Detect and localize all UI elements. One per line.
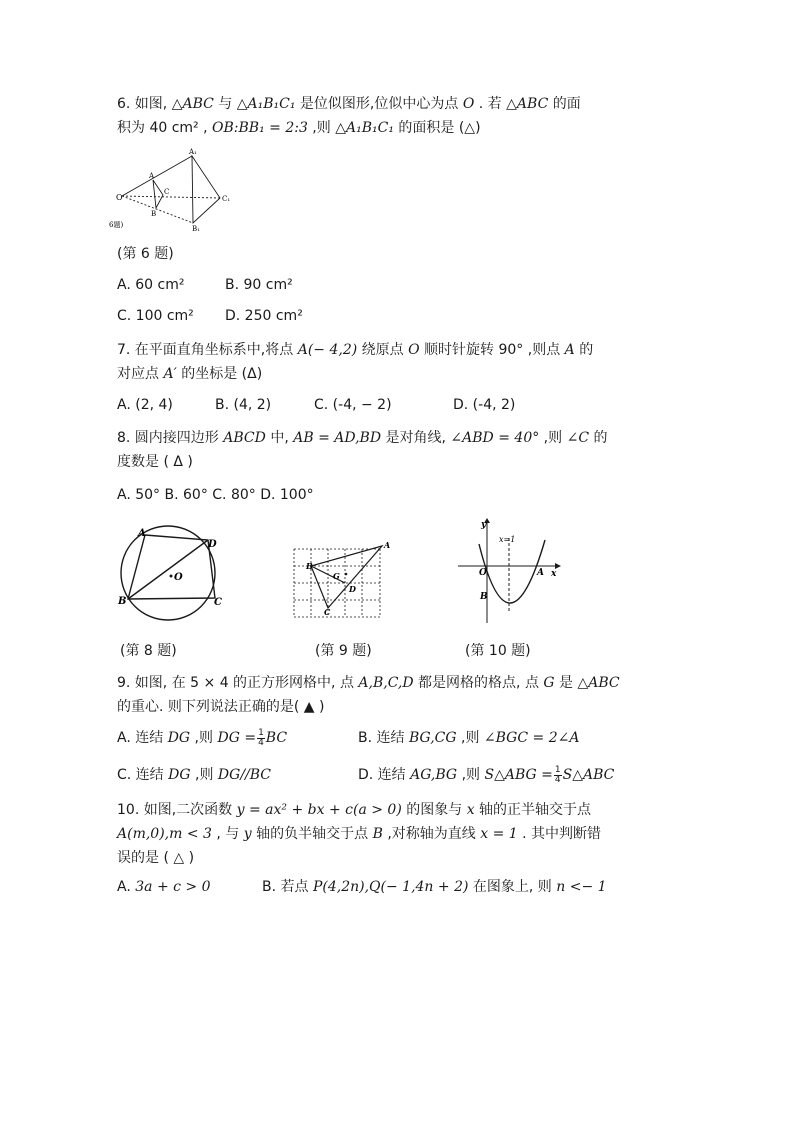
q10-text: . 其中判断错 — [517, 826, 602, 842]
math: DG — [168, 767, 191, 783]
fig8-label-b: B — [118, 596, 127, 607]
q7-text: 的坐标是 (Δ) — [176, 366, 263, 382]
grid-points: A,B,C,D — [358, 675, 414, 691]
fig10-label-x1: x=1 — [499, 535, 516, 544]
q8-text: 8. 圆内接四边形 — [117, 430, 224, 446]
numerator: 1 — [554, 764, 561, 775]
fig6-ray-oc — [122, 196, 220, 198]
q9-text: ,则 — [456, 730, 484, 746]
q10-text: , 与 — [211, 826, 244, 842]
q10-text: 轴的负半轴交于点 — [251, 826, 373, 842]
numerator: 1 — [258, 727, 264, 738]
angle-c: ∠C — [566, 430, 590, 446]
fig6-ray-oa — [122, 156, 192, 196]
q9-stem-line2: 的重心. 则下列说法正确的是( ▲ ) — [117, 699, 325, 715]
point-o: O — [462, 96, 475, 112]
fig9-caption: (第 9 题) — [315, 643, 372, 659]
q8-text: 中, — [265, 430, 294, 446]
fig6-margin-label: 6题) — [109, 221, 124, 229]
math: S△ABG = — [484, 767, 553, 783]
fig9-label-g: G — [333, 571, 340, 581]
q10-stem-line2 — [117, 824, 601, 844]
q9-text: ,则 — [190, 767, 218, 783]
quad-abcd: ABCD — [223, 430, 266, 446]
q9-option-d — [358, 765, 614, 785]
q9-text: C. 连结 — [117, 767, 169, 783]
fig8-label-a: A — [138, 528, 146, 539]
denominator: 4 — [258, 737, 264, 748]
q8-stem-line1 — [117, 428, 608, 448]
var-x: x — [466, 802, 475, 818]
fig6-label-c: C — [164, 188, 170, 196]
q10-text: 在图象上, 则 — [468, 879, 557, 895]
q9-text: ,则 — [457, 767, 485, 783]
ratio: OB:BB₁ = 2:3 — [212, 120, 308, 136]
fig9-label-a: A — [384, 540, 391, 550]
triangle-abc: ABC — [588, 675, 620, 691]
q7-stem-line2 — [117, 364, 262, 384]
q7-text: 的 — [574, 342, 594, 358]
denominator: 4 — [554, 774, 561, 785]
fig8-label-o: O — [174, 572, 183, 583]
triangle-abc: ABC — [516, 96, 549, 112]
figure-6 — [109, 148, 242, 233]
q8-text: ,则 — [539, 430, 567, 446]
fig9-segment-bd — [311, 566, 345, 583]
fig10-label-o: O — [479, 568, 487, 578]
point-b: B — [372, 826, 383, 842]
q10-text: B. 若点 — [262, 879, 313, 895]
math: DG = — [217, 730, 257, 746]
condition: AB = AD,BD — [293, 430, 382, 446]
q10-text: 10. 如图,二次函数 — [117, 802, 237, 818]
fig6-label-b1: B₁ — [192, 225, 200, 233]
q10-text: 的图象与 — [401, 802, 467, 818]
q8-text: 的 — [589, 430, 608, 446]
triangle-a1b1c1: A₁B₁C₁ — [247, 96, 296, 112]
q6-text: 与 △ — [213, 96, 248, 112]
q8-stem-line2: 度数是 ( Δ ) — [117, 454, 193, 470]
math: BG,CG — [408, 730, 457, 746]
fig6-label-c1: C₁ — [222, 195, 231, 203]
fig8-caption: (第 8 题) — [120, 643, 177, 659]
fig6-label-a: A — [149, 172, 155, 180]
fraction-one-quarter — [554, 766, 562, 785]
q6-text: 积为 40 cm² , — [117, 120, 213, 136]
fig10-label-x: x — [551, 569, 557, 579]
q6-caption: (第 6 题) — [117, 246, 174, 262]
fig10-label-y: y — [481, 520, 487, 530]
fig6-label-o: O — [116, 193, 123, 202]
q6-text: . 若 △ — [474, 96, 517, 112]
figure-9 — [288, 535, 398, 620]
q9-text: 都是网格的格点, 点 — [413, 675, 544, 691]
q9-stem-line1 — [117, 673, 620, 693]
math: BC — [265, 730, 288, 746]
q9-text: 9. 如图, 在 5 × 4 的正方形网格中, 点 — [117, 675, 359, 691]
q10-stem-line3: 误的是 ( △ ) — [117, 850, 195, 866]
q9-option-b — [358, 728, 579, 748]
q7-text: 7. 在平面直角坐标系中,将点 — [117, 342, 298, 358]
q10-text: 轴的正半轴交于点 — [474, 802, 592, 818]
point-a: A(− 4,2) — [297, 342, 358, 358]
q6-text: ,则 △ — [307, 120, 346, 136]
fig9-triangle-abc — [311, 546, 382, 608]
fig6-triangle-a1b1c1 — [192, 156, 220, 223]
q9-text: ,则 — [190, 730, 218, 746]
q9-option-a — [117, 728, 287, 748]
fig10-label-a: A — [537, 568, 544, 578]
fig10-parabola — [479, 540, 545, 603]
q6-stem-line1 — [117, 94, 581, 114]
q10-text: A. — [117, 879, 136, 895]
q10-stem-line1 — [117, 800, 591, 820]
point-o: O — [408, 342, 420, 358]
q7-text: 顺时针旋转 90° ,则点 — [419, 342, 565, 358]
math: DG//BC — [217, 767, 272, 783]
point-a: A — [564, 342, 575, 358]
q9-text: D. 连结 — [358, 767, 411, 783]
fig6-label-a1: A₁ — [189, 148, 197, 156]
fig8-diagonal-bd — [128, 540, 208, 599]
var-y: y — [243, 826, 252, 842]
math: S△ABC — [562, 767, 615, 783]
fig9-label-d: D — [349, 584, 356, 594]
q7-option-b: B. (4, 2) — [215, 397, 272, 413]
q6-option-d: D. 250 cm² — [225, 308, 303, 324]
q8-options: A. 50° B. 60° C. 80° D. 100° — [117, 487, 314, 503]
math: AG,BG — [410, 767, 458, 783]
q9-option-c — [117, 765, 271, 785]
fig8-label-d: D — [208, 539, 217, 550]
triangle-a1b1c1: A₁B₁C₁ — [345, 120, 394, 136]
q7-option-c: C. (-4, − 2) — [314, 397, 392, 413]
q7-option-a: A. (2, 4) — [117, 397, 173, 413]
q6-text: 的面积是 (△) — [393, 120, 481, 136]
fig9-point-g — [345, 573, 348, 576]
math: ∠BGC = 2∠A — [483, 730, 580, 746]
q6-option-a: A. 60 cm² — [117, 277, 185, 293]
q10-option-b — [262, 877, 607, 897]
fig6-label-b: B — [151, 210, 157, 218]
point-a: A(m,0),m < 3 — [117, 826, 212, 842]
q7-text: 绕原点 — [357, 342, 409, 358]
q6-option-c: C. 100 cm² — [117, 308, 194, 324]
q9-text: B. 连结 — [358, 730, 409, 746]
q7-stem-line1 — [117, 340, 593, 360]
fig6-triangle-abc — [153, 180, 163, 208]
fig8-label-c: C — [214, 597, 222, 608]
q6-stem-line2 — [117, 118, 481, 138]
triangle-abc: ABC — [182, 96, 214, 112]
q6-text: 6. 如图, △ — [117, 96, 183, 112]
fraction-one-quarter — [257, 729, 265, 748]
angle-abd: ∠ABD = 40° — [450, 430, 540, 446]
q6-option-b: B. 90 cm² — [225, 277, 293, 293]
q9-text: 是 △ — [554, 675, 589, 691]
math: DG — [167, 730, 191, 746]
fig10-label-b: B — [480, 592, 488, 602]
fig8-center-dot — [170, 575, 173, 578]
fig9-label-b: B — [306, 561, 313, 571]
q10-option-a — [117, 877, 211, 897]
q9-text: A. 连结 — [117, 730, 168, 746]
q6-text: 是位似图形,位似中心为点 — [295, 96, 463, 112]
point-g: G — [543, 675, 555, 691]
fig9-label-c: C — [324, 607, 331, 617]
fig10-caption: (第 10 题) — [465, 643, 531, 659]
q7-text: 对应点 — [117, 366, 164, 382]
symmetry-axis: x = 1 — [480, 826, 518, 842]
q10-text: ,对称轴为直线 — [382, 826, 481, 842]
figure-8 — [112, 525, 232, 625]
math: 3a + c > 0 — [135, 879, 211, 895]
figure-10 — [455, 518, 565, 628]
q8-text: 是对角线, — [381, 430, 451, 446]
point-a-prime: A′ — [163, 366, 177, 382]
math: P(4,2n),Q(− 1,4n + 2) — [312, 879, 469, 895]
quadratic-function: y = ax² + bx + c(a > 0) — [236, 802, 402, 818]
q7-option-d: D. (-4, 2) — [453, 397, 516, 413]
q6-text: 的面 — [548, 96, 581, 112]
math: n <− 1 — [556, 879, 607, 895]
fig6-ray-ob — [122, 196, 193, 223]
